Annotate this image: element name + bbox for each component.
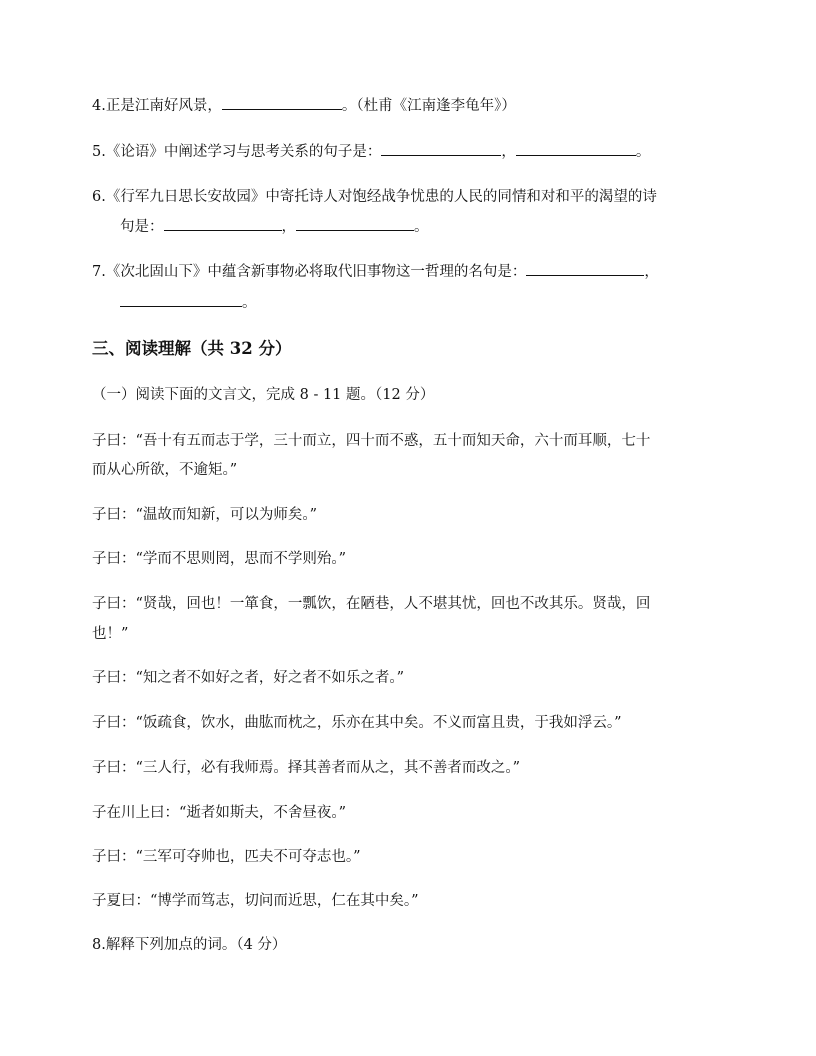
- q4-suffix: 。（杜甫《江南逢李龟年》）: [341, 98, 516, 114]
- q6-suffix: 。: [414, 219, 429, 235]
- passage-4-line-1: 子曰：“贤哉，回也！一箪食，一瓢饮，在陋巷，人不堪其忧，回也不改其乐。贤哉，回: [92, 596, 651, 612]
- q5-prefix: 5.《论语》中阐述学习与思考关系的句子是：: [92, 144, 382, 160]
- passage-7: 子曰：“三人行，必有我师焉。择其善者而从之，其不善者而改之。”: [92, 760, 521, 776]
- question-4: [92, 95, 516, 116]
- passage-5: 子曰：“知之者不如好之者，好之者不如乐之者。”: [92, 670, 405, 686]
- q6-answer-blank-2[interactable]: [296, 216, 414, 231]
- question-8: 8.解释下列加点的词。（4 分）: [92, 937, 287, 953]
- q7-prefix: 7.《次北固山下》中蕴含新事物必将取代旧事物这一哲理的名句是：: [92, 264, 527, 280]
- q5-answer-blank-2[interactable]: [516, 141, 636, 156]
- q5-suffix: 。: [635, 144, 651, 160]
- q6-answer-blank-1[interactable]: [164, 216, 282, 231]
- q4-answer-blank[interactable]: [222, 95, 342, 110]
- passage-10: 子夏曰：“博学而笃志，切问而近思，仁在其中矣。”: [92, 893, 419, 909]
- question-7-line-2: [120, 292, 257, 313]
- q7-answer-blank-1[interactable]: [526, 261, 644, 276]
- passage-1-line-1: 子曰：“吾十有五而志于学，三十而立，四十而不惑，五十而知天命，六十而耳顺，七十: [92, 433, 651, 449]
- question-6-line-1: 6.《行军九日思长安故园》中寄托诗人对饱经战争忧患的人民的同情和对和平的渴望的诗: [92, 189, 657, 205]
- question-7-line-1: [92, 261, 659, 282]
- question-5: [92, 141, 650, 162]
- passage-4-line-2: 也！”: [92, 626, 129, 642]
- q5-middle: ，: [501, 144, 516, 160]
- q6-prefix: 句是：: [120, 219, 164, 235]
- q7-line1-suffix: ，: [644, 264, 659, 280]
- section-3-title: 三、阅读理解（共 32 分）: [92, 339, 292, 358]
- passage-2: 子曰：“温故而知新，可以为师矣。”: [92, 507, 318, 523]
- q7-answer-blank-2[interactable]: [120, 292, 242, 307]
- q4-prefix: 4.正是江南好风景，: [92, 98, 222, 114]
- passage-3: 子曰：“学而不思则罔，思而不学则殆。”: [92, 551, 347, 567]
- passage-6: 子曰：“饭疏食，饮水，曲肱而枕之，乐亦在其中矣。不义而富且贵，于我如浮云。”: [92, 715, 622, 731]
- q6-middle: ，: [281, 219, 296, 235]
- subsection-1-instruction: （一）阅读下面的文言文，完成 8 - 11 题。（12 分）: [92, 387, 435, 403]
- q7-line2-suffix: 。: [242, 295, 257, 311]
- passage-8: 子在川上曰：“逝者如斯夫，不舍昼夜。”: [92, 805, 347, 821]
- passage-1-line-2: 而从心所欲，不逾矩。”: [92, 462, 238, 478]
- question-6-line-2: [120, 216, 429, 237]
- q5-answer-blank-1[interactable]: [381, 141, 501, 156]
- passage-9: 子曰：“三军可夺帅也，匹夫不可夺志也。”: [92, 849, 361, 865]
